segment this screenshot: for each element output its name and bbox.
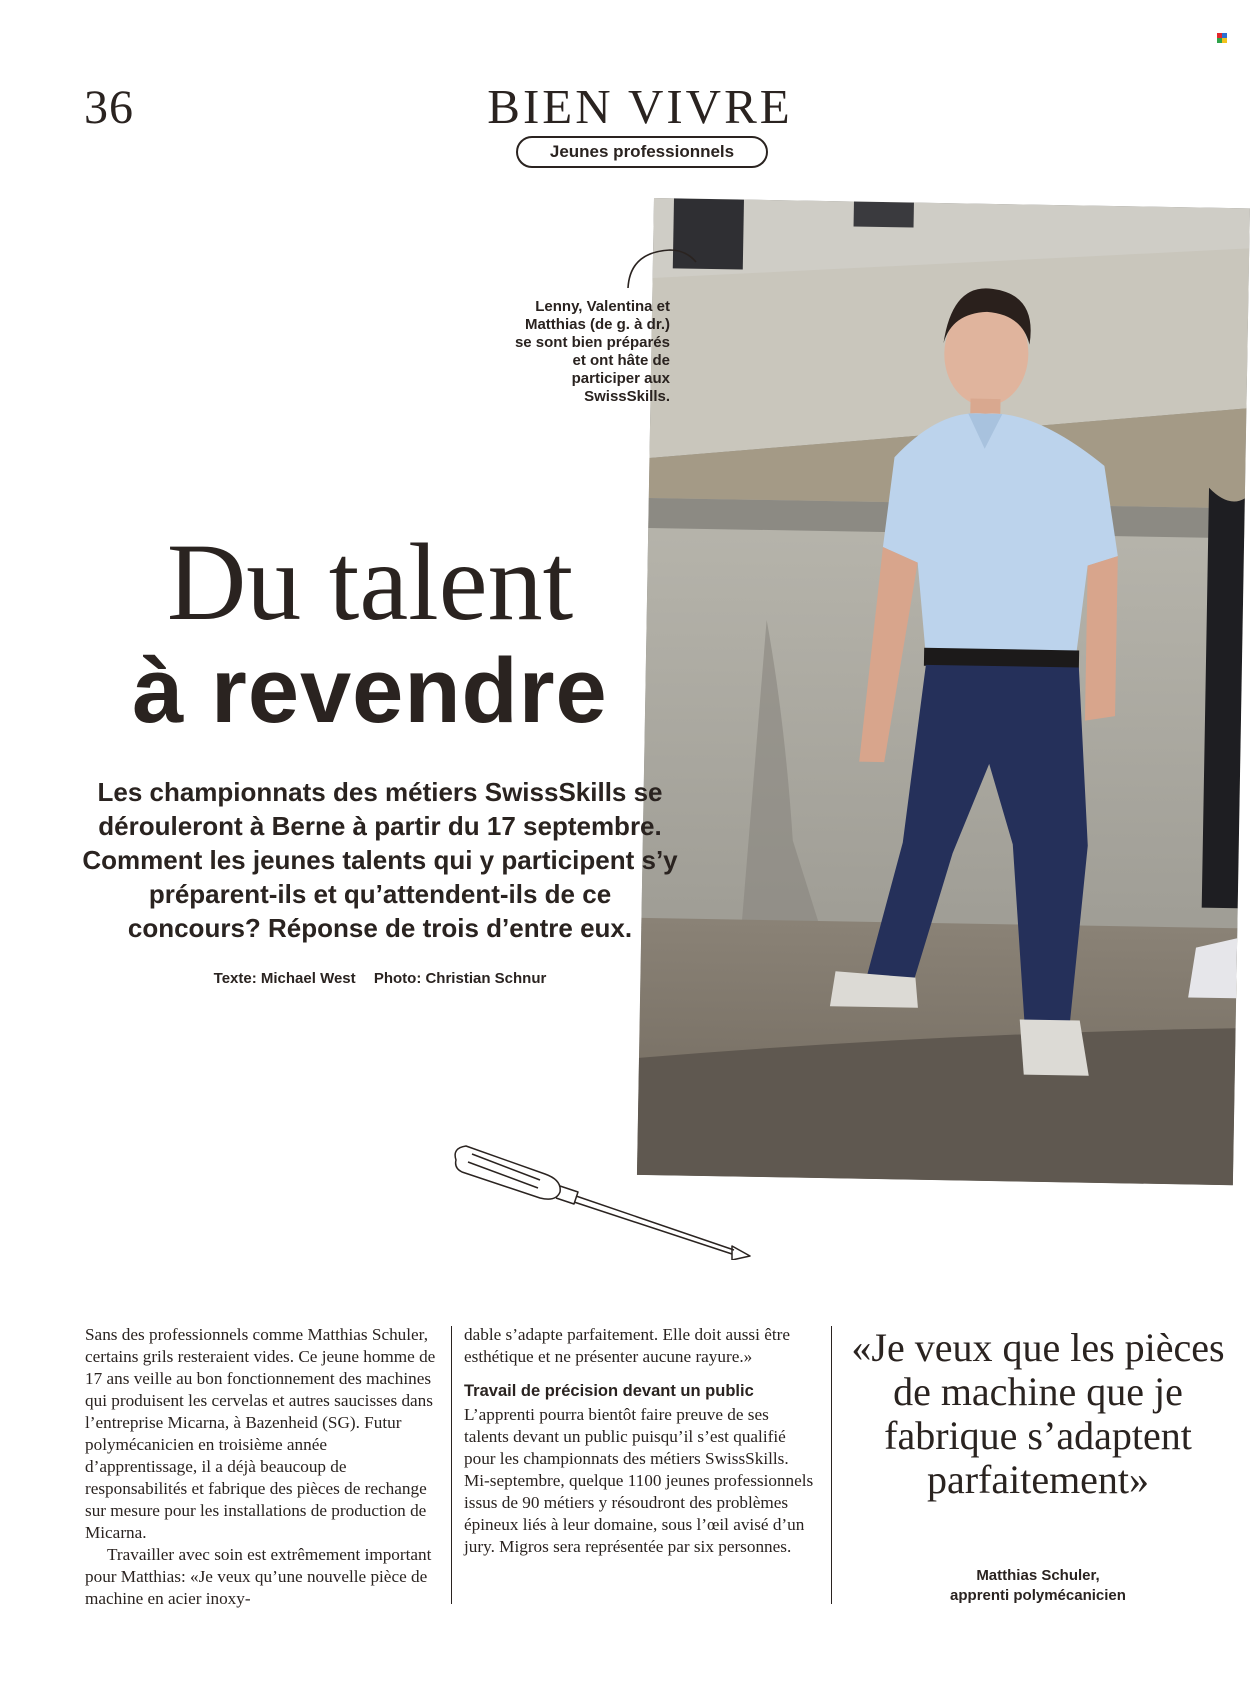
quote-author: Matthias Schuler, — [976, 1567, 1100, 1584]
article-body-column-1 — [85, 1324, 440, 1610]
page-number: 36 — [84, 81, 134, 134]
caption-pointer-icon — [620, 244, 700, 292]
article-credits — [170, 970, 590, 987]
photo-caption: Lenny, Valentina et Matthias (de g. à dr.) se sont bien préparés et ont hâte de participer aux SwissSkills. — [514, 298, 670, 405]
column-divider — [831, 1326, 832, 1604]
article-body-column-2 — [464, 1324, 814, 1558]
column-divider — [451, 1326, 452, 1604]
credit-text: Texte: Michael West — [213, 970, 356, 987]
photo-illustration — [637, 198, 1250, 1185]
body-paragraph-2: Travailler avec soin est extrêmement important pour Matthias: «Je veux qu’une nouvelle pièce de machine en acier inoxy- — [85, 1545, 432, 1608]
credit-photo: Photo: Christian Schnur — [373, 970, 547, 987]
screwdriver-icon — [450, 1140, 760, 1260]
pull-quote: «Je veux que les pièces de machine que je fabrique s’adaptent parfaitement» — [851, 1325, 1225, 1502]
quote-attribution — [868, 1566, 1208, 1606]
article-photo — [637, 198, 1250, 1185]
color-mark-icon — [1217, 33, 1227, 43]
body-paragraph-4: L’apprenti pourra bientôt faire preuve de ses talents devant un public puisqu’il s’est qualifié pour les championnats des métiers SwissSkills. Mi-septembre, quelque 1100 jeunes professionnels issus de 90 métiers y résoudront des problèmes épineux liés à leur domaine, sous l’œil avisé d’un jury. Migros sera représentée par six personnes. — [464, 1405, 814, 1556]
body-paragraph-1: Sans des professionnels comme Matthias Schuler, certains grils resteraient vides. Ce jeune homme de 17 ans veille au bon fonctionnement des machines qui produisent les cervelas et autres saucisses dans l’entreprise Micarna, à Bazenheid (SG). Futur polymécanicien en troisième année d’apprentissage, il a déjà beaucoup de responsabilités et fabrique des pièces de rechange sur mesure pour les installations de production de Micarna. — [85, 1325, 436, 1542]
headline-line-2: à revendre — [132, 640, 608, 742]
section-tag: Jeunes professionnels — [516, 136, 768, 168]
article-lead: Les championnats des métiers SwissSkills se dérouleront à Berne à partir du 17 septembre. Comment les jeunes talents qui y participent s’y préparent-ils et qu’attendent-ils de ce concours? Réponse de trois d’entre eux. — [82, 777, 678, 943]
body-subhead: Travail de précision devant un public — [464, 1382, 754, 1400]
quote-role: apprenti polymécanicien — [950, 1587, 1126, 1604]
section-title: BIEN VIVRE — [487, 79, 793, 134]
headline-line-1: Du talent — [166, 521, 574, 643]
body-paragraph-3: dable s’adapte parfaitement. Elle doit aussi être esthétique et ne présenter aucune rayure.» — [464, 1325, 790, 1366]
